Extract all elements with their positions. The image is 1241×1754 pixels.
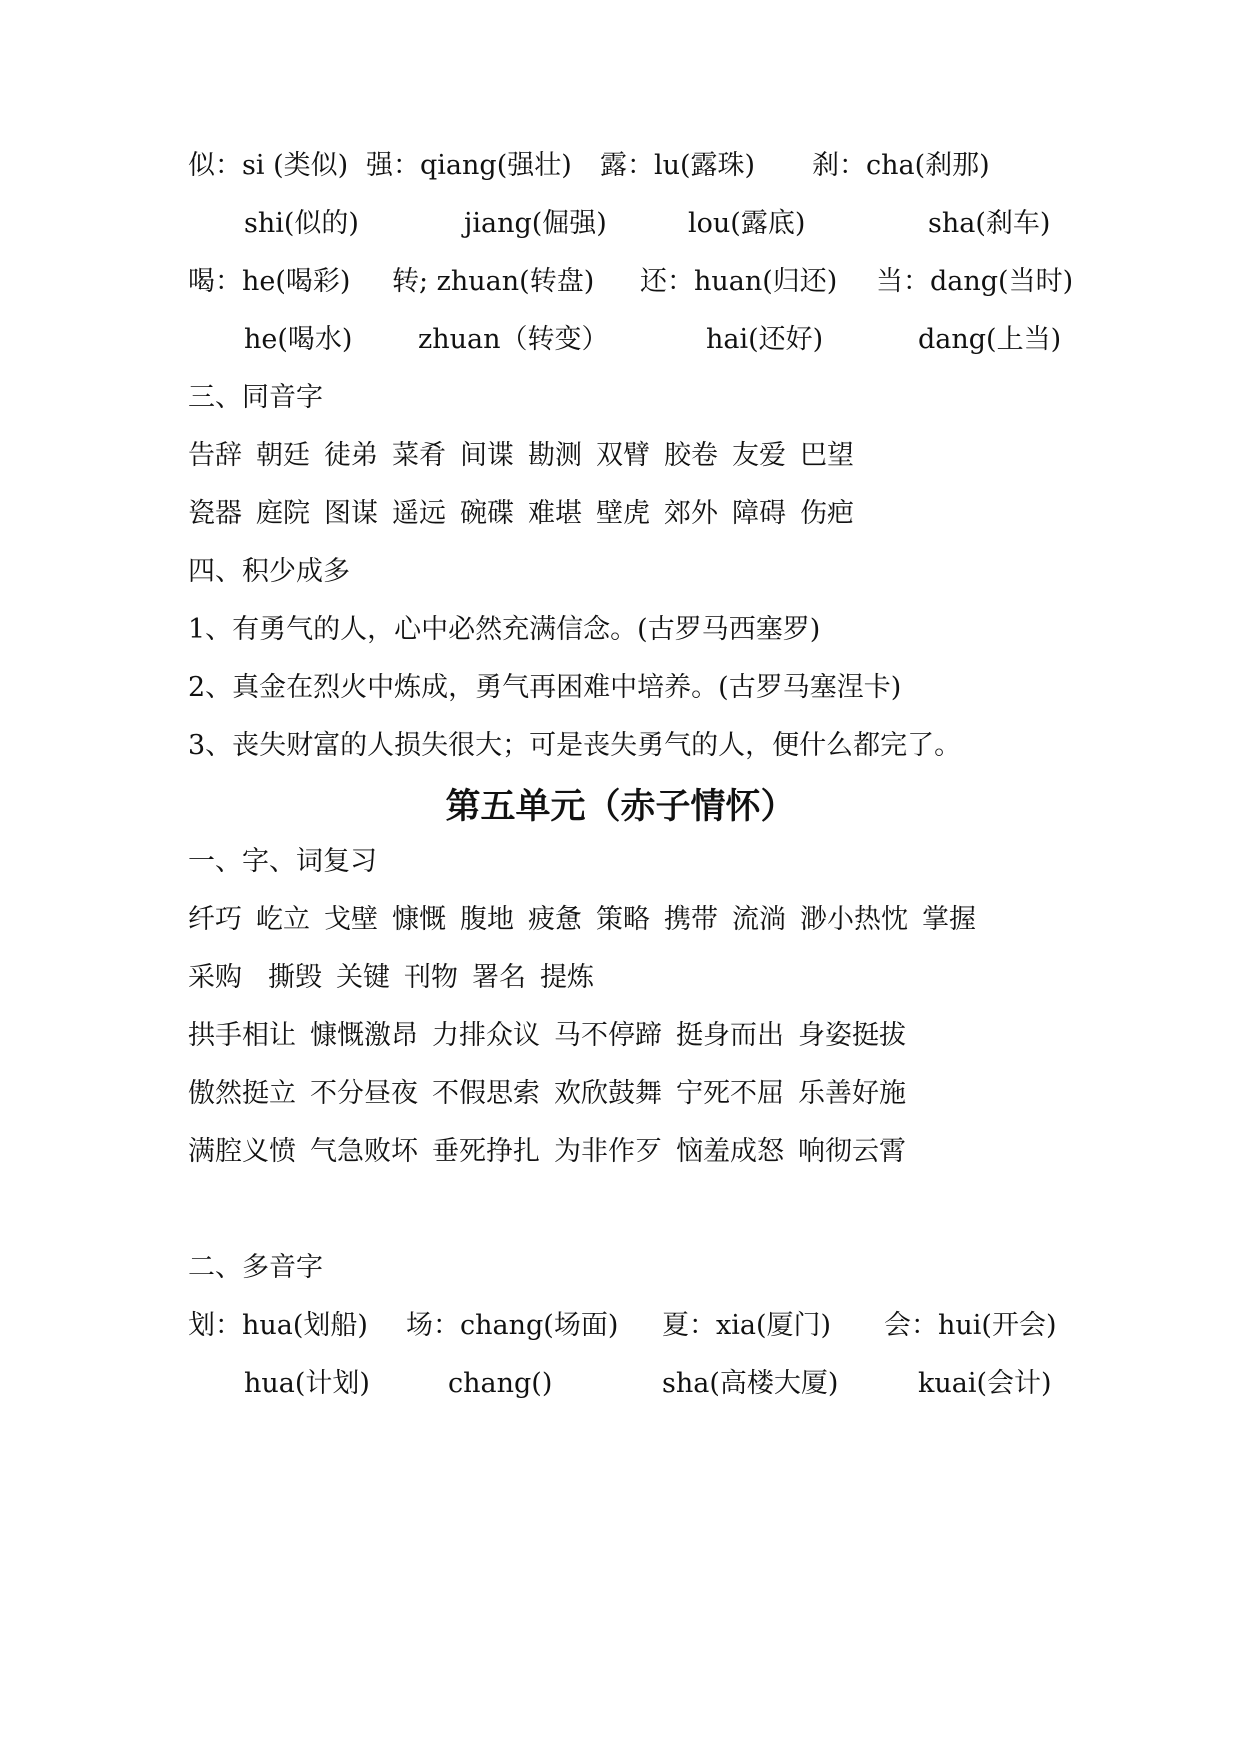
idioms-row-1	[188, 1016, 920, 1056]
word: 勘测	[528, 440, 582, 471]
idiom: 力排众议	[432, 1020, 540, 1051]
words-row-2	[188, 958, 608, 998]
word: 胶卷	[664, 440, 718, 471]
poly-entry: 似：si (类似)	[188, 150, 349, 181]
word: 戈壁	[324, 904, 378, 935]
word: 渺小热忱	[800, 904, 908, 935]
idiom: 欢欣鼓舞	[554, 1078, 662, 1109]
idiom: 慷慨激昂	[310, 1020, 418, 1051]
word: 刊物	[404, 962, 458, 993]
poly-entry: 场：chang(场面)	[406, 1310, 619, 1341]
quote-item: 3、丧失财富的人损失很大；可是丧失勇气的人，便什么都完了。	[188, 730, 962, 761]
idiom: 满腔义愤	[188, 1136, 296, 1167]
idiom: 为非作歹	[554, 1136, 662, 1167]
poly-entry: 还：huan(归还)	[640, 266, 838, 297]
word: 遥远	[392, 498, 446, 529]
unit-title: 第五单元（赤子情怀）	[445, 786, 796, 827]
word: 障碍	[732, 498, 786, 529]
idiom: 垂死挣扎	[432, 1136, 540, 1167]
word: 间谍	[460, 440, 514, 471]
word: 提炼	[540, 962, 594, 993]
word: 流淌	[732, 904, 786, 935]
poly-entry: 划：hua(划船)	[188, 1310, 368, 1341]
poly-entry: 夏：xia(厦门)	[662, 1310, 832, 1341]
section-title-accumulate: 四、积少成多	[188, 556, 350, 587]
word: 友爱	[732, 440, 786, 471]
poly-entry: hai(还好)	[706, 324, 824, 355]
poly-entry: 强：qiang(强壮)	[366, 150, 572, 181]
word: 告辞	[188, 440, 242, 471]
word: 掌握	[922, 904, 976, 935]
word: 双臂	[596, 440, 650, 471]
poly-entry: hua(计划)	[244, 1368, 370, 1399]
words-row-1	[188, 900, 990, 940]
poly-entry: 喝：he(喝彩)	[188, 266, 351, 297]
idiom: 不假思索	[432, 1078, 540, 1109]
poly-entry: sha(高楼大厦)	[662, 1368, 839, 1399]
idiom: 不分昼夜	[310, 1078, 418, 1109]
word: 菜肴	[392, 440, 446, 471]
word: 慷慨	[392, 904, 446, 935]
idiom: 恼羞成怒	[676, 1136, 784, 1167]
homophone-row-1	[188, 436, 868, 476]
poly-entry: 露：lu(露珠)	[600, 150, 756, 181]
word: 难堪	[528, 498, 582, 529]
word: 图谋	[324, 498, 378, 529]
poly-entry: chang()	[448, 1368, 553, 1399]
word: 徒弟	[324, 440, 378, 471]
idiom: 傲然挺立	[188, 1078, 296, 1109]
word: 署名	[472, 962, 526, 993]
section-title-polyphonic: 二、多音字	[188, 1252, 323, 1283]
idiom: 马不停蹄	[554, 1020, 662, 1051]
word: 碗碟	[460, 498, 514, 529]
word: 策略	[596, 904, 650, 935]
section-title-homophones: 三、同音字	[188, 382, 323, 413]
word: 腹地	[460, 904, 514, 935]
poly-entry: he(喝水)	[244, 324, 353, 355]
section-title-review: 一、字、词复习	[188, 846, 377, 877]
poly-entry: zhuan（转变）	[418, 324, 609, 355]
poly-entry: 会：hui(开会)	[884, 1310, 1057, 1341]
quote-item: 2、真金在烈火中炼成，勇气再困难中培养。(古罗马塞涅卡)	[188, 672, 902, 703]
quote-item: 1、有勇气的人，心中必然充满信念。(古罗马西塞罗)	[188, 614, 821, 645]
word: 朝廷	[256, 440, 310, 471]
idiom: 响彻云霄	[798, 1136, 906, 1167]
poly-entry: 转; zhuan(转盘)	[392, 266, 595, 297]
poly-entry: 当：dang(当时)	[876, 266, 1074, 297]
idiom: 拱手相让	[188, 1020, 296, 1051]
word: 撕毁	[268, 962, 322, 993]
idiom: 气急败坏	[310, 1136, 418, 1167]
word: 携带	[664, 904, 718, 935]
poly-entry: lou(露底)	[688, 208, 806, 239]
word: 伤疤	[800, 498, 854, 529]
poly-entry: sha(刹车)	[928, 208, 1051, 239]
word: 壁虎	[596, 498, 650, 529]
idiom: 身姿挺拔	[798, 1020, 906, 1051]
idioms-row-2	[188, 1074, 920, 1114]
word: 屹立	[256, 904, 310, 935]
homophone-row-2	[188, 494, 868, 534]
word: 庭院	[256, 498, 310, 529]
idiom: 宁死不屈	[676, 1078, 784, 1109]
word: 纤巧	[188, 904, 242, 935]
idioms-row-3	[188, 1132, 920, 1172]
word: 瓷器	[188, 498, 242, 529]
word: 关键	[336, 962, 390, 993]
word: 巴望	[800, 440, 854, 471]
idiom: 挺身而出	[676, 1020, 784, 1051]
word: 郊外	[664, 498, 718, 529]
poly-entry: 刹：cha(刹那)	[812, 150, 990, 181]
poly-entry: shi(似的)	[244, 208, 359, 239]
poly-entry: jiang(倔强)	[464, 208, 607, 239]
word: 采购	[188, 962, 242, 993]
poly-entry: kuai(会计)	[918, 1368, 1052, 1399]
idiom: 乐善好施	[798, 1078, 906, 1109]
word: 疲惫	[528, 904, 582, 935]
poly-entry: dang(上当)	[918, 324, 1062, 355]
